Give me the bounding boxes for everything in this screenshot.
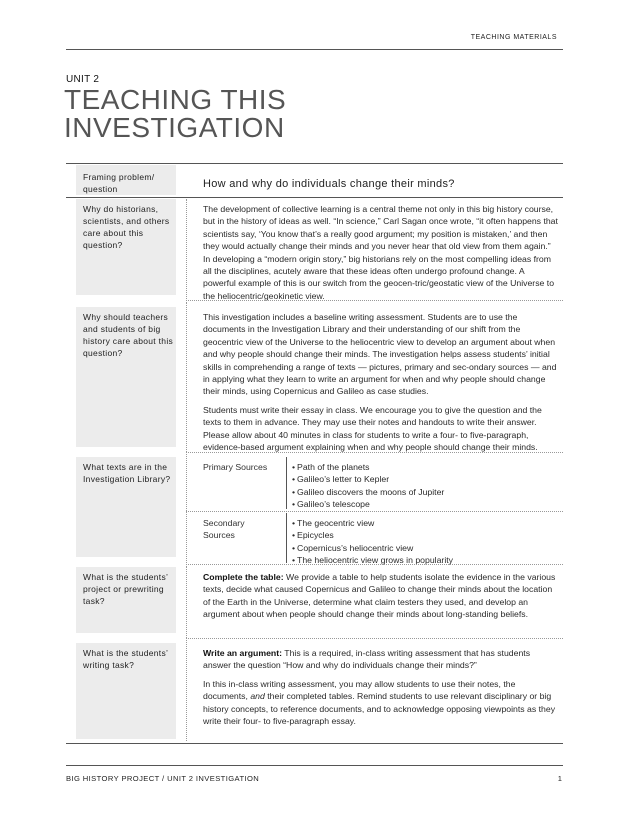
prewriting-lead: Complete the table: — [203, 572, 284, 582]
writing-body: This is a required, in-class writing assessment that has students answer the question “How and why do individuals change their minds?” — [203, 648, 531, 671]
dotted-divider — [186, 566, 187, 638]
secondary-sources-label: Secondary Sources — [203, 518, 245, 541]
teachers-paragraph-1: This investigation includes a baseline writing assessment. Students are to use the documents in the Investigation Library and their understanding of our shift from the geocentric view of the Universe to the heliocentric view to develop an argument about when and why people should change their minds. The investigation helps assess students’ initial skills in comprehending a range of texts — pictures, primary and sec-ondary sources — and in applying what they learn to write an argument for when and why people should change their minds, using Copernicus and Galileo as case studies. — [203, 312, 557, 397]
unit-label: UNIT 2 — [66, 74, 100, 85]
page-number: 1 — [557, 774, 562, 783]
list-item: • Galileo discovers the moons of Jupiter — [292, 486, 444, 498]
section-label: TEACHING MATERIALS — [470, 34, 557, 41]
list-item: • The heliocentric view grows in popularity — [292, 554, 453, 566]
prewriting-body: We provide a table to help students isolate the evidence in the various texts, decide what caused Copernicus and Galileo to change their minds about the location of the Earth in the Universe, determine what claim testers they used, and develop an argument about when people should change their minds about long-standing beliefs. — [203, 572, 556, 620]
dotted-row-rule — [186, 564, 563, 565]
table-top-rule — [66, 163, 563, 164]
writing-paragraph-1 — [203, 647, 558, 672]
historians-text — [203, 203, 558, 308]
framing-label: Framing problem/ question — [83, 172, 155, 194]
table-bottom-rule — [66, 743, 563, 744]
dotted-row-rule — [186, 452, 563, 453]
list-item: • Galileo’s letter to Kepler — [292, 473, 444, 485]
list-item: • The geocentric view — [292, 517, 453, 529]
historians-label: Why do historians, scientists, and others care about this question? — [83, 204, 170, 250]
secondary-sources-list — [292, 517, 453, 567]
writing-p2-a: In this in-class writing assessment, you may allow students to use their notes, the documents, — [203, 678, 516, 702]
prewriting-text — [203, 571, 558, 627]
historians-paragraph: The development of collective learning is a central theme not only in this big history course, but in the history of ideas as well. “In science,” Carl Sagan once wrote, “it often happens that scientists say, ‘You know that’s a really good argument; my position is mistaken,’ and then they would actually change their minds and you never hear that old view from them again.” In developing a “modern origin story,” big historians rely on the most compelling ideas from all the disciplines, acutely aware that these ideas often undergo profound change. A powerful example of this is our switch from the geocen-tric/geostatic view of the Universe to the heliocentric/geokinetic view. — [203, 204, 558, 301]
primary-sources-label: Primary Sources — [203, 462, 268, 472]
prewriting-label: What is the students’ project or prewriting task? — [83, 572, 168, 606]
footer-title: BIG HISTORY PROJECT / UNIT 2 INVESTIGATION — [66, 774, 260, 783]
list-item: • Epicycles — [292, 529, 453, 541]
row-rule — [66, 197, 563, 198]
teachers-paragraph-2: Students must write their essay in class. We encourage you to give the question and the texts to them in advance. They may use their notes and handouts to write their answer. Please allow about 40 minutes in class for students to write a four- to five-paragraph, evidence-based argument explaining when and why people should change their minds. — [203, 404, 542, 453]
sources-divider — [286, 513, 287, 563]
writing-label: What is the students’ writing task? — [83, 648, 168, 670]
primary-sources-list — [292, 461, 444, 511]
texts-label: What texts are in the Investigation Library? — [83, 462, 171, 484]
sources-divider — [286, 457, 287, 509]
teachers-label: Why should teachers and students of big history care about this question? — [83, 312, 174, 358]
dotted-row-rule — [186, 638, 563, 639]
top-rule — [66, 49, 563, 50]
title-line-2: INVESTIGATION — [64, 112, 285, 143]
writing-text — [203, 647, 558, 733]
writing-p2-b: their completed tables. Remind students to use relevant disciplinary or big history concepts, to reference documents, and to acknowledge opposing viewpoints as they write their four- to five-paragraph essay. — [203, 691, 556, 727]
writing-p2-em: and — [250, 691, 265, 702]
framing-question: How and why do individuals change their minds? — [203, 178, 455, 190]
writing-paragraph-2 — [203, 678, 558, 728]
writing-lead: Write an argument: — [203, 648, 283, 658]
dotted-divider — [186, 199, 187, 299]
dotted-divider — [186, 640, 187, 741]
list-item: • Galileo’s telescope — [292, 498, 444, 510]
dotted-row-rule — [186, 511, 563, 512]
list-item: • Copernicus’s heliocentric view — [292, 542, 453, 554]
footer-rule — [66, 765, 563, 766]
page-title — [64, 86, 286, 142]
dotted-divider — [186, 302, 187, 452]
dotted-row-rule — [186, 300, 563, 301]
dotted-divider — [186, 454, 187, 563]
prewriting-paragraph — [203, 571, 558, 621]
teachers-text — [203, 311, 558, 459]
title-line-1: TEACHING THIS — [64, 84, 287, 115]
list-item: • Path of the planets — [292, 461, 444, 473]
